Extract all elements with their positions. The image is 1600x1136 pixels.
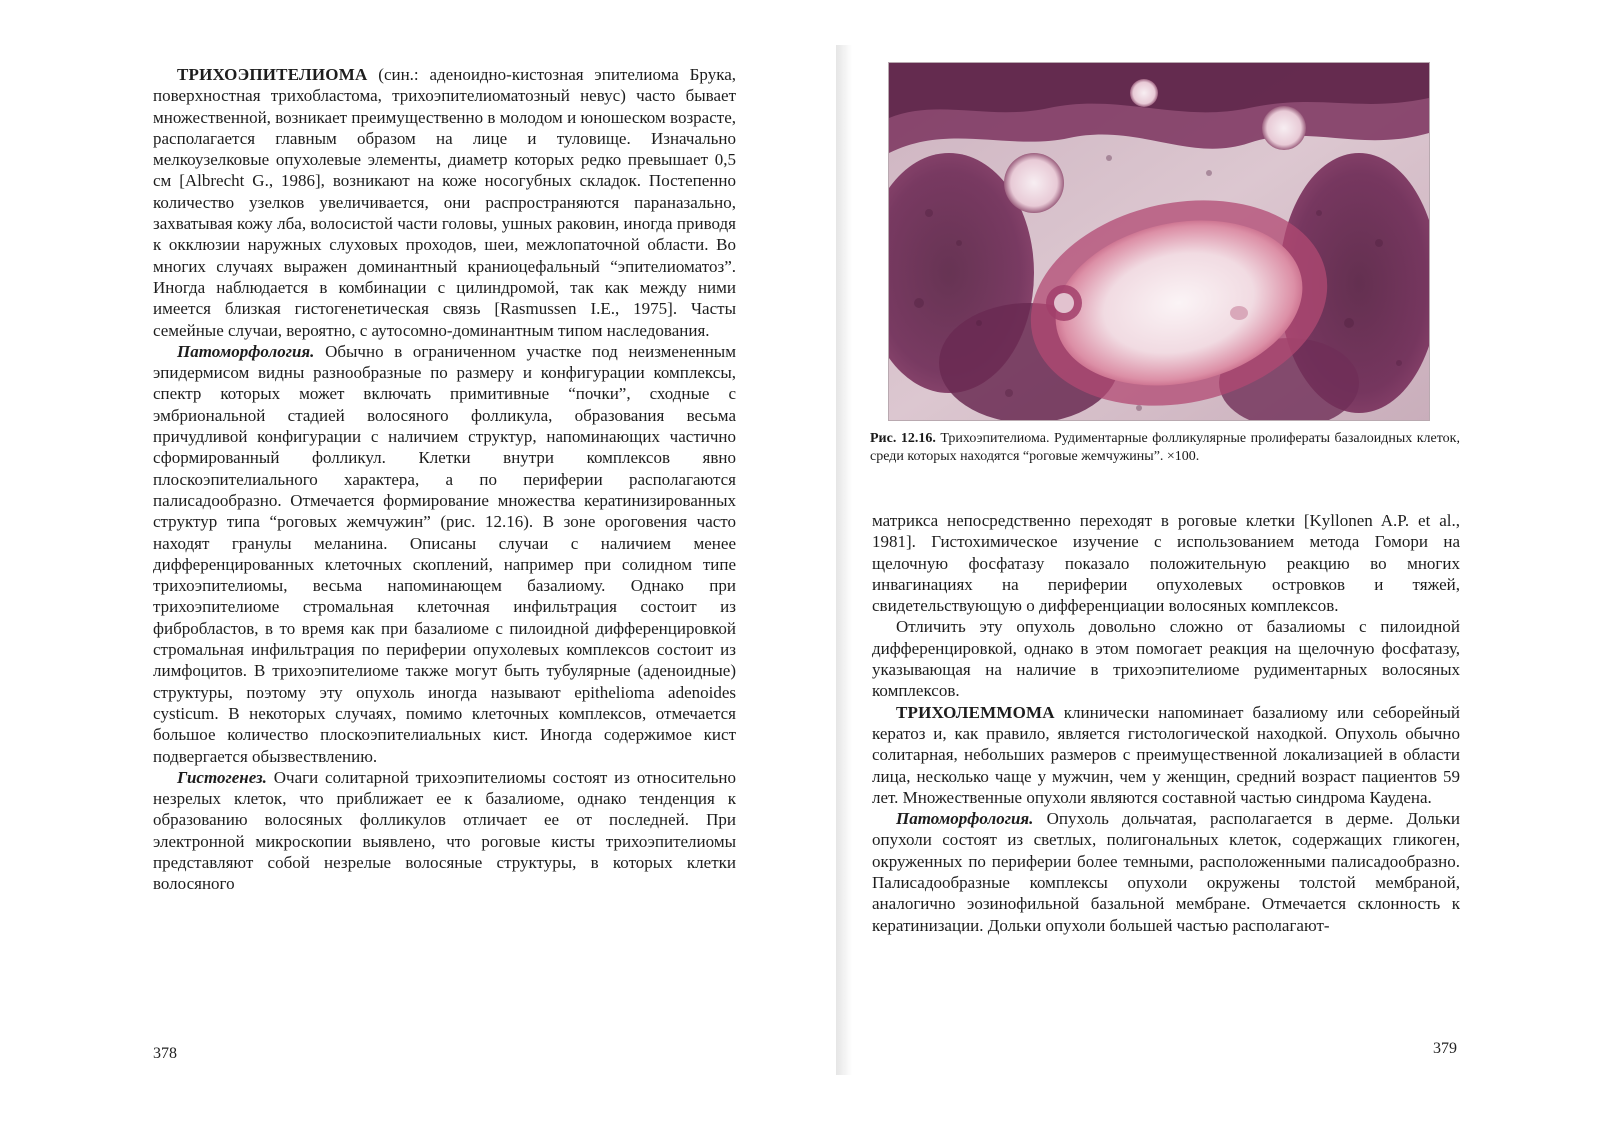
figure-label: Рис. 12.16.: [870, 431, 936, 446]
pathomorphology-paragraph-2: [872, 808, 1460, 936]
figure-caption: [870, 430, 1460, 465]
differential-paragraph: Отличить эту опухоль довольно сложно от базалиомы с пилоидной дифференцировкой, однако в этом помогает реакция на щелочную фосфатазу, указывающая на наличие в трихоэпителиоме рудиментарных волосяных комплексов.: [872, 617, 1460, 701]
section-heading-tricholemmoma: ТРИХОЛЕММОМА: [896, 702, 1055, 722]
trichoepithelioma-paragraph: [153, 64, 736, 341]
histogenesis-paragraph: [153, 767, 736, 895]
paragraph-text: Обычно в ограниченном участке под неизмененным эпидермисом видны разнообразные по размеру и конфигурации комплексы, спектр которых может включать примитивные “почки”, сходные с эмбриональной стадией волосяного фолликула, образования весьма причудливой конфигурации с наличием структур, напоминающих частично сформированный фолликул. Клетки внутри комплексов явно плоскоэпителиального характера, а по периферии располагаются палисадообразно. Отмечается формирование множества кератинизированных структур типа “роговых жемчужин” (рис. 12.16). В зоне ороговения часто находят гранулы меланина. Описаны случаи с наличием менее дифференцированных клеточных скоплений, например при солидном типе трихоэпителиомы, весьма напоминающем базалиому. Однако при трихоэпителиоме стромальная клеточная инфильтрация состоит из фибробластов, в то время как при базалиоме с пилоидной дифференцировкой стромальная инфильтрация по периферии опухолевых комплексов состоит из лимфоцитов. В трихоэпителиоме также могут быть тубулярные (аденоидные) структуры, поэтому эту опухоль иногда называют epithelioma adenoides cysticum. В некоторых случаях, помимо клеточных комплексов, отмечается большое количество плоскоэпителиальных кист. Иногда содержимое кист подвергается обызвествлению.: [153, 341, 736, 766]
paragraph-text: Очаги солитарной трихоэпителиомы состоят из относительно незрелых клеток, что приближает ее к базалиоме, однако тенденция к образованию волосяных фолликулов отличает ее от последней. При электронной микроскопии выявлено, что роговые кисты трихоэпителиомы представляют собой незрелые волосяные структуры, в которых клетки волосяного: [153, 767, 736, 894]
paragraph-text: клинически напоминает базалиому или себорейный кератоз и, как правило, является гистологической находкой. Опухоль обычно солитарная, небольших размеров с преимущественной локализацией в области лица, несколько чаще у мужчин, чем у женщин, средний возраст пациентов 59 лет. Множественные опухоли являются составной частью синдрома Каудена.: [872, 702, 1460, 807]
page-number-left: 378: [153, 1045, 177, 1062]
tricholemmoma-paragraph: [872, 702, 1460, 808]
pathomorphology-paragraph: [153, 341, 736, 767]
histology-micrograph-icon: [888, 62, 1430, 421]
paragraph-text: Опухоль дольчатая, располагается в дерме. Дольки опухоли состоят из светлых, полигональных клеток, содержащих гликоген, окруженных по периферии более темными, расположенными палисадообразно. Палисадообразные комплексы опухоли окружены толстой мембраной, аналогично эозинофильной базальной мембране. Отмечается склонность к кератинизации. Дольки опухоли большей частью располагают-: [872, 809, 1460, 935]
paragraph-text: (син.: аденоидно-кистозная эпителиома Брука, поверхностная трихобластома, трихоэпителиоматозный невус) часто бывает множественной, возникает преимущественно в молодом и юношеском возрасте, располагается главным образом на лице и туловище. Изначально мелкоузелковые опухолевые элементы, диаметр которых редко превышает 0,5 см [Albrecht G., 1986], возникают на коже носогубных складок. Постепенно количество узелков увеличивается, они распространяются параназально, захватывая кожу лба, волосистой части головы, ушных раковин, иногда приводя к окклюзии наружных слуховых проходов, шеи, межлопаточной области. Во многих случаях выражен доминантный краниоцефальный “эпителиоматоз”. Иногда наблюдается в комбинации с цилиндромой, так как между ними имеется близкая гистогенетическая связь [Rasmussen I.E., 1975]. Часты семейные случаи, вероятно, с аутосомно-доминантным типом наследования.: [153, 65, 736, 340]
book-gutter-shadow: [836, 45, 852, 1075]
continuation-paragraph: матрикса непосредственно переходят в роговые клетки [Kyllonen A.P. et al., 1981]. Гистохимическое изучение с использованием метода Гомори на щелочную фосфатазу показало положительную реакцию во многих инвагинациях на периферии опухолевых островков и тяжей, свидетельствующую о дифференциации волосяных комплексов.: [872, 511, 1460, 616]
section-heading-trichoepithelioma: ТРИХОЭПИТЕЛИОМА: [177, 65, 368, 84]
right-page-text: [872, 510, 1460, 936]
left-page-text: [153, 64, 736, 895]
page-number-right: 379: [1433, 1040, 1457, 1057]
caption-text: Трихоэпителиома. Рудиментарные фолликулярные пролифераты базалоидных клеток, среди которых находятся “роговые жемчужины”. ×100.: [870, 431, 1460, 464]
run-in-heading-pathomorphology: Патоморфология.: [177, 341, 315, 361]
run-in-heading-histogenesis: Гистогенез.: [177, 767, 267, 787]
run-in-heading-pathomorphology: Патоморфология.: [896, 809, 1034, 829]
